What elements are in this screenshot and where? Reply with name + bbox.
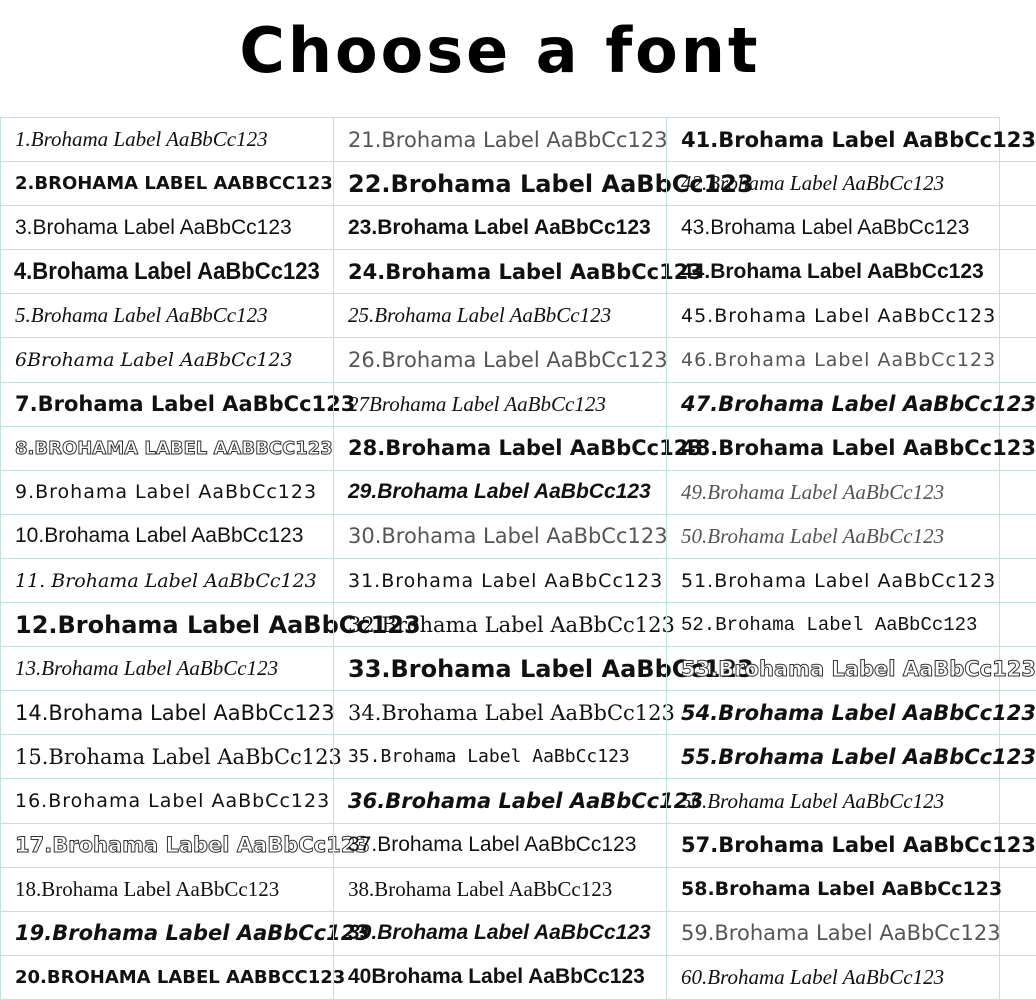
font-option-25[interactable]: 25.Brohama Label AaBbCc123 — [334, 294, 754, 338]
font-option-53[interactable]: 53.Brohama Label AaBbCc123 — [667, 647, 1036, 691]
font-option-45[interactable]: 45.Brohama Label AaBbCc123 — [667, 294, 1036, 338]
font-option-57[interactable]: 57.Brohama Label AaBbCc123 — [667, 824, 1036, 868]
font-option-41[interactable]: 41.Brohama Label AaBbCc123 — [667, 118, 1036, 162]
font-option-44[interactable]: 44.Brohama Label AaBbCc123 — [667, 250, 1036, 294]
font-option-29[interactable]: 29.Brohama Label AaBbCc123 — [334, 471, 754, 515]
font-option-48[interactable]: 48.Brohama Label AaBbCc123 — [667, 427, 1036, 471]
font-option-31[interactable]: 31.Brohama Label AaBbCc123 — [334, 559, 754, 603]
font-option-37[interactable]: 37.Brohama Label AaBbCc123 — [334, 824, 754, 868]
font-option-19[interactable]: 19.Brohama Label AaBbCc123 — [1, 912, 421, 956]
font-option-18[interactable]: 18.Brohama Label AaBbCc123 — [1, 868, 421, 912]
font-option-21[interactable]: 21.Brohama Label AaBbCc123 — [334, 118, 754, 162]
font-column-3 — [666, 118, 1036, 1000]
font-option-30[interactable]: 30.Brohama Label AaBbCc123 — [334, 515, 754, 559]
page-title: Choose a font — [239, 13, 761, 87]
font-option-54[interactable]: 54.Brohama Label AaBbCc123 — [667, 691, 1036, 735]
font-option-23[interactable]: 23.Brohama Label AaBbCc123 — [334, 206, 754, 250]
font-option-47[interactable]: 47.Brohama Label AaBbCc123 — [667, 383, 1036, 427]
font-option-10[interactable]: 10.Brohama Label AaBbCc123 — [1, 515, 421, 559]
font-option-27[interactable]: 27Brohama Label AaBbCc123 — [334, 383, 754, 427]
font-option-15[interactable]: 15.Brohama Label AaBbCc123 — [1, 735, 421, 779]
font-option-24[interactable]: 24.Brohama Label AaBbCc123 — [334, 250, 754, 294]
font-option-13[interactable]: 13.Brohama Label AaBbCc123 — [1, 647, 421, 691]
font-option-14[interactable]: 14.Brohama Label AaBbCc123 — [1, 691, 421, 735]
font-option-52[interactable]: 52.Brohama Label AaBbCc123 — [667, 603, 1036, 647]
font-option-7[interactable]: 7.Brohama Label AaBbCc123 — [1, 383, 421, 427]
font-option-46[interactable]: 46.Brohama Label AaBbCc123 — [667, 338, 1036, 382]
font-option-34[interactable]: 34.Brohama Label AaBbCc123 — [334, 691, 754, 735]
font-option-51[interactable]: 51.Brohama Label AaBbCc123 — [667, 559, 1036, 603]
font-option-35[interactable]: 35.Brohama Label AaBbCc123 — [334, 735, 754, 779]
font-option-8[interactable]: 8.BROHAMA LABEL AABBCC123 — [1, 427, 421, 471]
font-column-1 — [0, 118, 421, 1000]
font-option-20[interactable]: 20.BROHAMA LABEL AABBCC123 — [1, 956, 421, 1000]
font-option-26[interactable]: 26.Brohama Label AaBbCc123 — [334, 338, 754, 382]
font-option-22[interactable]: 22.Brohama Label AaBbCc123 — [334, 162, 754, 206]
font-option-39[interactable]: 39.Brohama Label AaBbCc123 — [334, 912, 754, 956]
font-option-3[interactable]: 3.Brohama Label AaBbCc123 — [1, 206, 421, 250]
font-option-5[interactable]: 5.Brohama Label AaBbCc123 — [1, 294, 421, 338]
font-option-17[interactable]: 17.Brohama Label AaBbCc123 — [1, 824, 421, 868]
font-option-55[interactable]: 55.Brohama Label AaBbCc123 — [667, 735, 1036, 779]
font-option-59[interactable]: 59.Brohama Label AaBbCc123 — [667, 912, 1036, 956]
font-option-6[interactable]: 6Brohama Label AaBbCc123 — [1, 338, 421, 382]
font-option-33[interactable]: 33.Brohama Label AaBbCc123 — [334, 647, 754, 691]
font-option-60[interactable]: 60.Brohama Label AaBbCc123 — [667, 956, 1036, 1000]
font-option-40[interactable]: 40Brohama Label AaBbCc123 — [334, 956, 754, 1000]
font-option-28[interactable]: 28.Brohama Label AaBbCc123 — [334, 427, 754, 471]
font-option-16[interactable]: 16.Brohama Label AaBbCc123 — [1, 779, 421, 823]
font-option-42[interactable]: 42.Brohama Label AaBbCc123 — [667, 162, 1036, 206]
font-sample-grid — [0, 117, 1036, 1000]
font-option-50[interactable]: 50.Brohama Label AaBbCc123 — [667, 515, 1036, 559]
font-option-43[interactable]: 43.Brohama Label AaBbCc123 — [667, 206, 1036, 250]
font-option-2[interactable]: 2.BROHAMA LABEL AABBCC123 — [1, 162, 421, 206]
font-option-58[interactable]: 58.Brohama Label AaBbCc123 — [667, 868, 1036, 912]
font-option-56[interactable]: 56.Brohama Label AaBbCc123 — [667, 779, 1036, 823]
font-option-38[interactable]: 38.Brohama Label AaBbCc123 — [334, 868, 754, 912]
font-option-9[interactable]: 9.Brohama Label AaBbCc123 — [1, 471, 421, 515]
font-option-11[interactable]: 11. Brohama Label AaBbCc123 — [1, 559, 421, 603]
font-option-4[interactable]: 4.Brohama Label AaBbCc123 — [1, 250, 387, 294]
font-option-12[interactable]: 12.Brohama Label AaBbCc123 — [1, 603, 421, 647]
font-option-1[interactable]: 1.Brohama Label AaBbCc123 — [1, 118, 421, 162]
font-option-49[interactable]: 49.Brohama Label AaBbCc123 — [667, 471, 1036, 515]
font-option-32[interactable]: 32.Brohama Label AaBbCc123 — [334, 603, 754, 647]
font-option-36[interactable]: 36.Brohama Label AaBbCc123 — [334, 779, 754, 823]
